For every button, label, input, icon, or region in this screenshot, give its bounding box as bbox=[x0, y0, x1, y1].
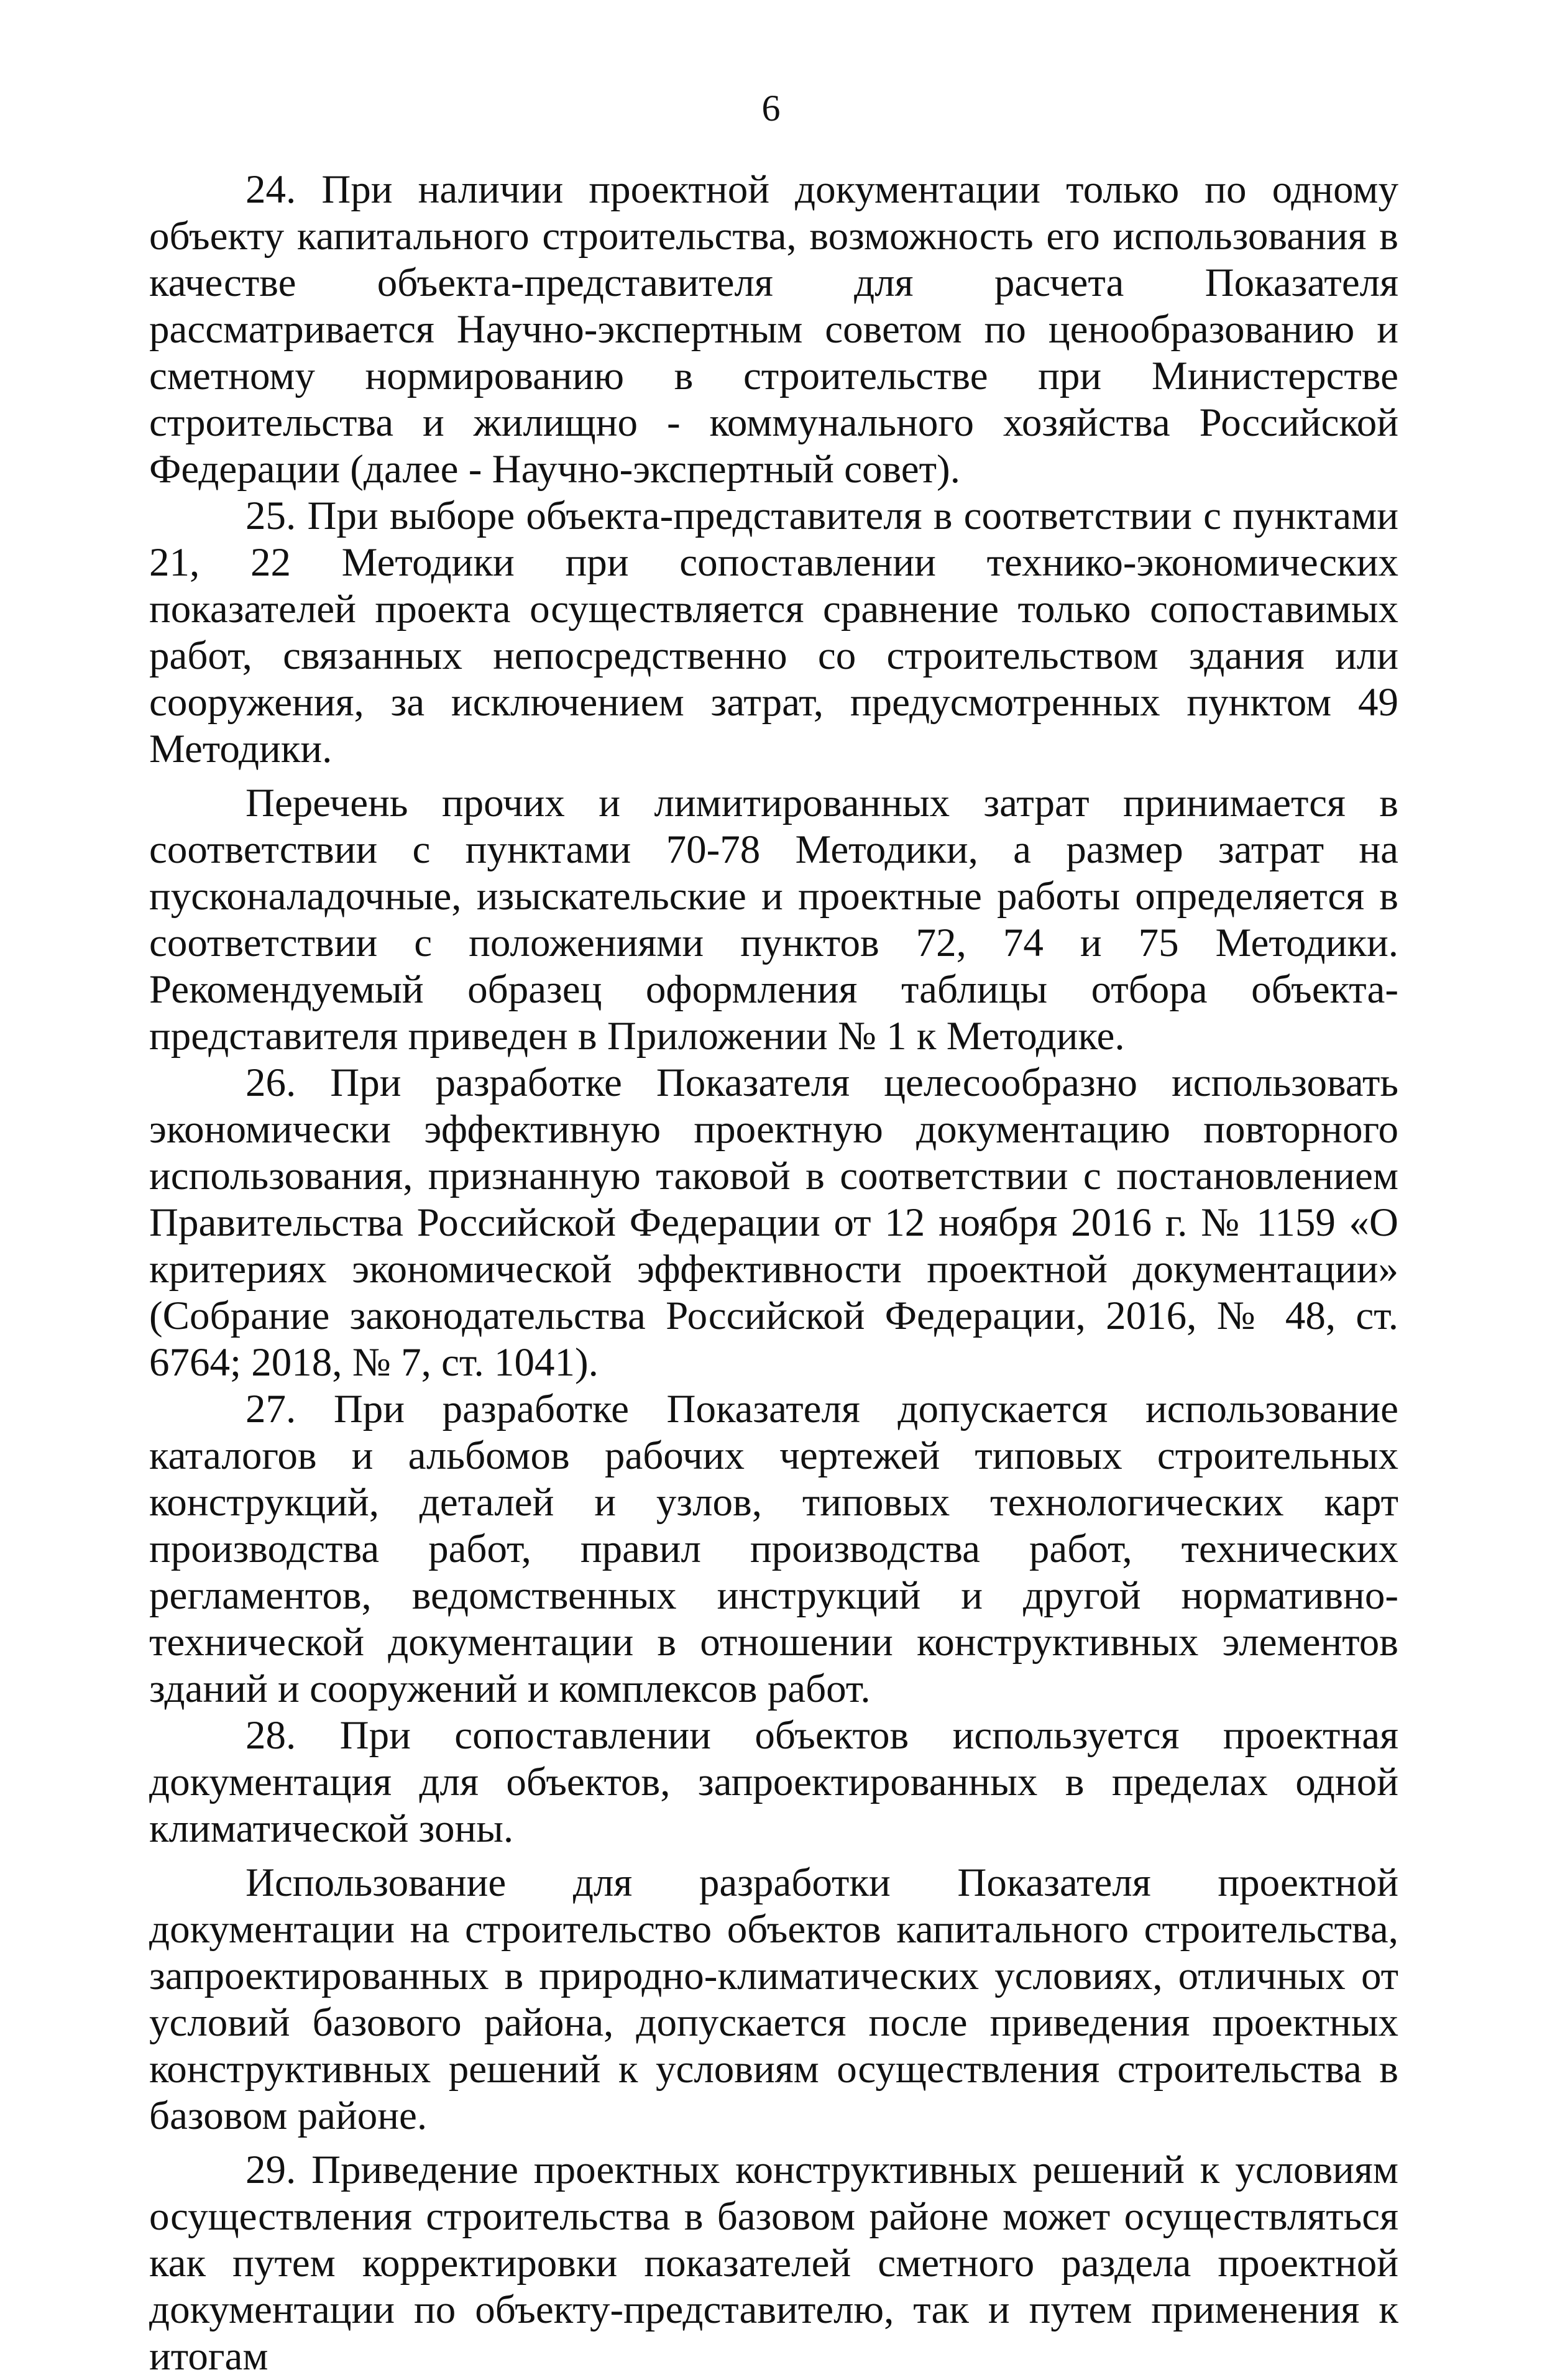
paragraph-25-costs: Перечень прочих и лимитированных затрат принимается в соответствии с пунктами 70-78 Методики, а размер затрат на пусконаладочные, изыскательские и проектные работы определяется в соответствии с положениями пунктов 72, 74 и 75 Методики. Рекомендуемый образец оформления таблицы отбора объекта-представителя приведен в Приложении № 1 к Методике. bbox=[149, 781, 1398, 1059]
paragraph-28: 28. При сопоставлении объектов используется проектная документация для объектов, запроектированных в пределах одной климатической зоны. bbox=[149, 1713, 1398, 1851]
paragraph-28-usage: Использование для разработки Показателя проектной документации на строительство объектов капитального строительства, запроектированных в природно-климатических условиях, отличных от условий базового района, допускается после приведения проектных конструктивных решений к условиям осуществления строительства в базовом районе. bbox=[149, 1860, 1398, 2138]
page-number: 6 bbox=[761, 88, 781, 129]
paragraph-27: 27. При разработке Показателя допускается использование каталогов и альбомов рабочих чертежей типовых строительных конструкций, деталей и узлов, типовых технологических карт производства работ, правил производства работ, технических регламентов, ведомственных инструкций и другой нормативно-технической документации в отношении конструктивных элементов зданий и сооружений и комплексов работ. bbox=[149, 1387, 1398, 1711]
paragraph-25: 25. При выборе объекта-представителя в соответствии с пунктами 21, 22 Методики при сопоставлении технико-экономических показателей проекта осуществляется сравнение только сопоставимых работ, связанных непосредственно со строительством здания или сооружения, за исключением затрат, предусмотренных пунктом 49 Методики. bbox=[149, 494, 1398, 771]
paragraph-29: 29. Приведение проектных конструктивных решений к условиям осуществления строительства в базовом районе может осуществляться как путем корректировки показателей сметного раздела проектной документации по объекту-представителю, так и путем применения к итогам bbox=[149, 2148, 1398, 2379]
paragraph-26: 26. При разработке Показателя целесообразно использовать экономически эффективную проектную документацию повторного использования, признанную таковой в соответствии с постановлением Правительства Российской Федерации от 12 ноября 2016 г. № 1159 «О критериях экономической эффективности проектной документации» (Собрание законодательства Российской Федерации, 2016, № 48, ст. 6764; 2018, № 7, ст. 1041). bbox=[149, 1060, 1398, 1385]
document-body bbox=[149, 167, 1398, 2380]
paragraph-24: 24. При наличии проектной документации только по одному объекту капитального строительства, возможность его использования в качестве объекта-представителя для расчета Показателя рассматривается Научно-экспертным советом по ценообразованию и сметному нормированию в строительстве при Министерстве строительства и жилищно - коммунального хозяйства Российской Федерации (далее - Научно-экспертный совет). bbox=[149, 167, 1398, 492]
